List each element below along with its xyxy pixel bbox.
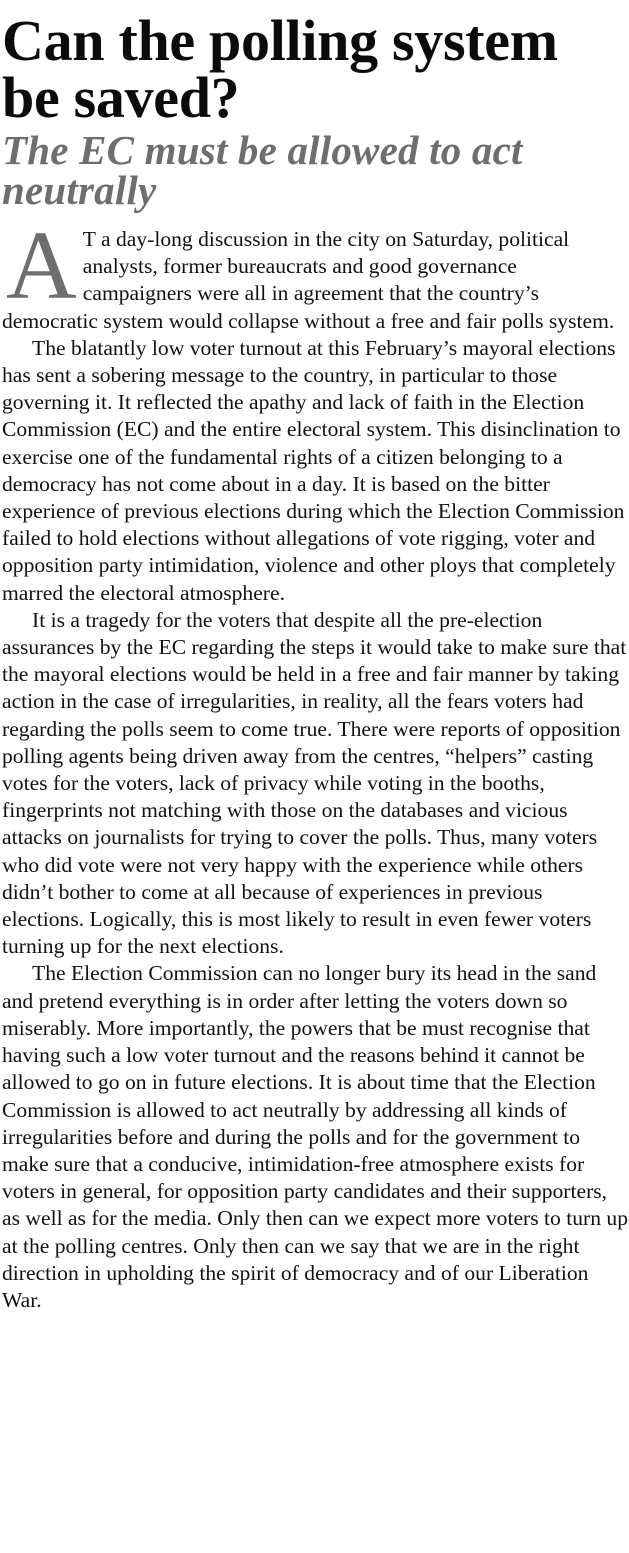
paragraph-1 — [2, 212, 629, 335]
paragraph-2: The blatantly low voter turnout at this February’s mayoral elections has sent a sobering message to the country, in particular to those governing it. It reflected the apathy and lack of faith in the Election Commission (EC) and the entire electoral system. This disinclination to exercise one of the fundamental rights of a citizen belonging to a democracy has not come about in a day. It is based on the bitter experience of previous elections during which the Election Commission failed to hold elections without allegations of vote rigging, voter and opposition party intimidation, violence and other ploys that completely marred the electoral atmosphere. — [2, 335, 625, 605]
headline: Can the polling system be saved? — [2, 8, 558, 130]
paragraph-3: It is a tragedy for the voters that despite all the pre-election assurances by the EC regarding the steps it would take to make sure that the mayoral elections would be held in a free and fair manner by taking action in the case of irregularities, in reality, all the fears voters had regarding the polls seem to come true. There were reports of opposition polling agents being driven away from the centres, “helpers” casting votes for the voters, lack of privacy while voting in the booths, fingerprints not matching with those on the databases and vicious attacks on journalists for trying to cover the polls. Thus, many voters who did vote were not very happy with the experience while others didn’t bother to come at all because of experiences in previous elections. Logically, this is most likely to result in even fewer voters turning up for the next elections. — [2, 607, 627, 959]
paragraph-1-text: T a day-long discussion in the city on Saturday, political analysts, former bureaucrats and good governance campaigners were all in agreement that the country’s democratic system would collapse without a free and fair polls system. — [2, 227, 615, 333]
drop-cap: A — [6, 212, 77, 320]
article-body — [2, 212, 629, 1314]
paragraph-4: The Election Commission can no longer bury its head in the sand and pretend everything is in order after letting the voters down so miserably. More importantly, the powers that be must recognise that having such a low voter turnout and the reasons behind it cannot be allowed to go on in future elections. It is about time that the Election Commission is allowed to act neutrally by addressing all kinds of irregularities before and during the polls and for the government to make sure that a conducive, intimidation-free atmosphere exists for voters in general, for opposition party candidates and their supporters, as well as for the media. Only then can we expect more voters to turn up at the polling centres. Only then can we say that we are in the right direction in upholding the spirit of democracy and of our Liberation War. — [2, 961, 629, 1312]
subheadline: The EC must be allowed to act neutrally — [2, 127, 523, 213]
